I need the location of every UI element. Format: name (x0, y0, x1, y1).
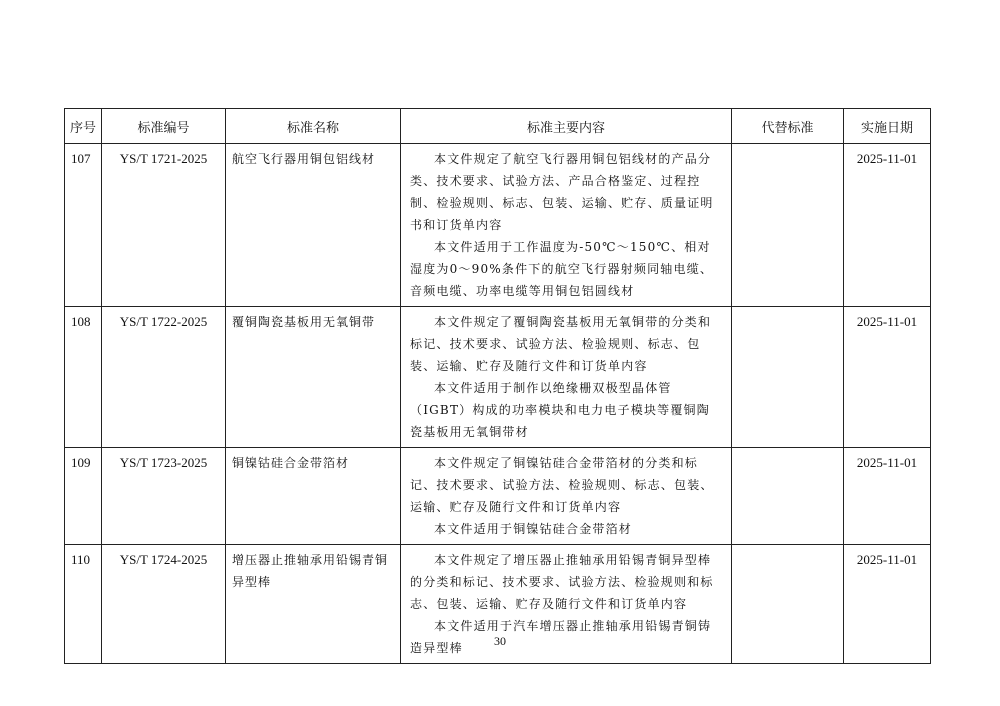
header-no: 序号 (65, 109, 102, 144)
header-content: 标准主要内容 (401, 109, 732, 144)
table-row (65, 144, 931, 307)
header-name: 标准名称 (226, 109, 401, 144)
row-name: 航空飞行器用铜包铝线材 (226, 144, 401, 307)
row-replaces (732, 307, 844, 448)
content-scope: 本文件规定了覆铜陶瓷基板用无氧铜带的分类和标记、技术要求、试验方法、检验规则、标志、包装、运输、贮存及随行文件和订货单内容 (410, 315, 712, 373)
row-no: 110 (65, 545, 102, 664)
page-number: 30 (494, 634, 506, 648)
header-date: 实施日期 (844, 109, 931, 144)
row-code: YS/T 1721-2025 (102, 144, 226, 307)
row-name: 铜镍钴硅合金带箔材 (226, 448, 401, 545)
content-applicability: 本文件适用于铜镍钴硅合金带箔材 (434, 522, 633, 536)
content-applicability: 本文件适用于工作温度为-50℃～150℃、相对湿度为0～90%条件下的航空飞行器射频同轴电缆、音频电缆、功率电缆等用铜包铝圆线材 (410, 240, 714, 298)
content-applicability: 本文件适用于制作以绝缘栅双极型晶体管（IGBT）构成的功率模块和电力电子模块等覆铜陶瓷基板用无氧铜带材 (410, 381, 710, 439)
row-code: YS/T 1723-2025 (102, 448, 226, 545)
row-content (401, 144, 732, 307)
header-replaces: 代替标准 (732, 109, 844, 144)
table-row (65, 448, 931, 545)
row-code: YS/T 1722-2025 (102, 307, 226, 448)
row-date: 2025-11-01 (844, 545, 931, 664)
content-applicability: 本文件适用于汽车增压器止推轴承用铅锡青铜铸造异型棒 (410, 619, 712, 655)
row-date: 2025-11-01 (844, 144, 931, 307)
row-code: YS/T 1724-2025 (102, 545, 226, 664)
table-header-row (65, 109, 931, 144)
content-scope: 本文件规定了航空飞行器用铜包铝线材的产品分类、技术要求、试验方法、产品合格鉴定、过程控制、检验规则、标志、包装、运输、贮存、质量证明书和订货单内容 (410, 152, 714, 232)
row-replaces (732, 144, 844, 307)
row-replaces (732, 448, 844, 545)
row-name: 覆铜陶瓷基板用无氧铜带 (226, 307, 401, 448)
row-name: 增压器止推轴承用铅锡青铜异型棒 (226, 545, 401, 664)
content-scope: 本文件规定了铜镍钴硅合金带箔材的分类和标记、技术要求、试验方法、检验规则、标志、包装、运输、贮存及随行文件和订货单内容 (410, 456, 714, 514)
content-scope: 本文件规定了增压器止推轴承用铅锡青铜异型棒的分类和标记、技术要求、试验方法、检验规则和标志、包装、运输、贮存及随行文件和订货单内容 (410, 553, 714, 611)
row-no: 109 (65, 448, 102, 545)
table-row (65, 307, 931, 448)
row-no: 107 (65, 144, 102, 307)
row-content (401, 448, 732, 545)
row-no: 108 (65, 307, 102, 448)
row-content (401, 307, 732, 448)
standards-table (64, 108, 931, 664)
row-date: 2025-11-01 (844, 448, 931, 545)
row-date: 2025-11-01 (844, 307, 931, 448)
header-code: 标准编号 (102, 109, 226, 144)
